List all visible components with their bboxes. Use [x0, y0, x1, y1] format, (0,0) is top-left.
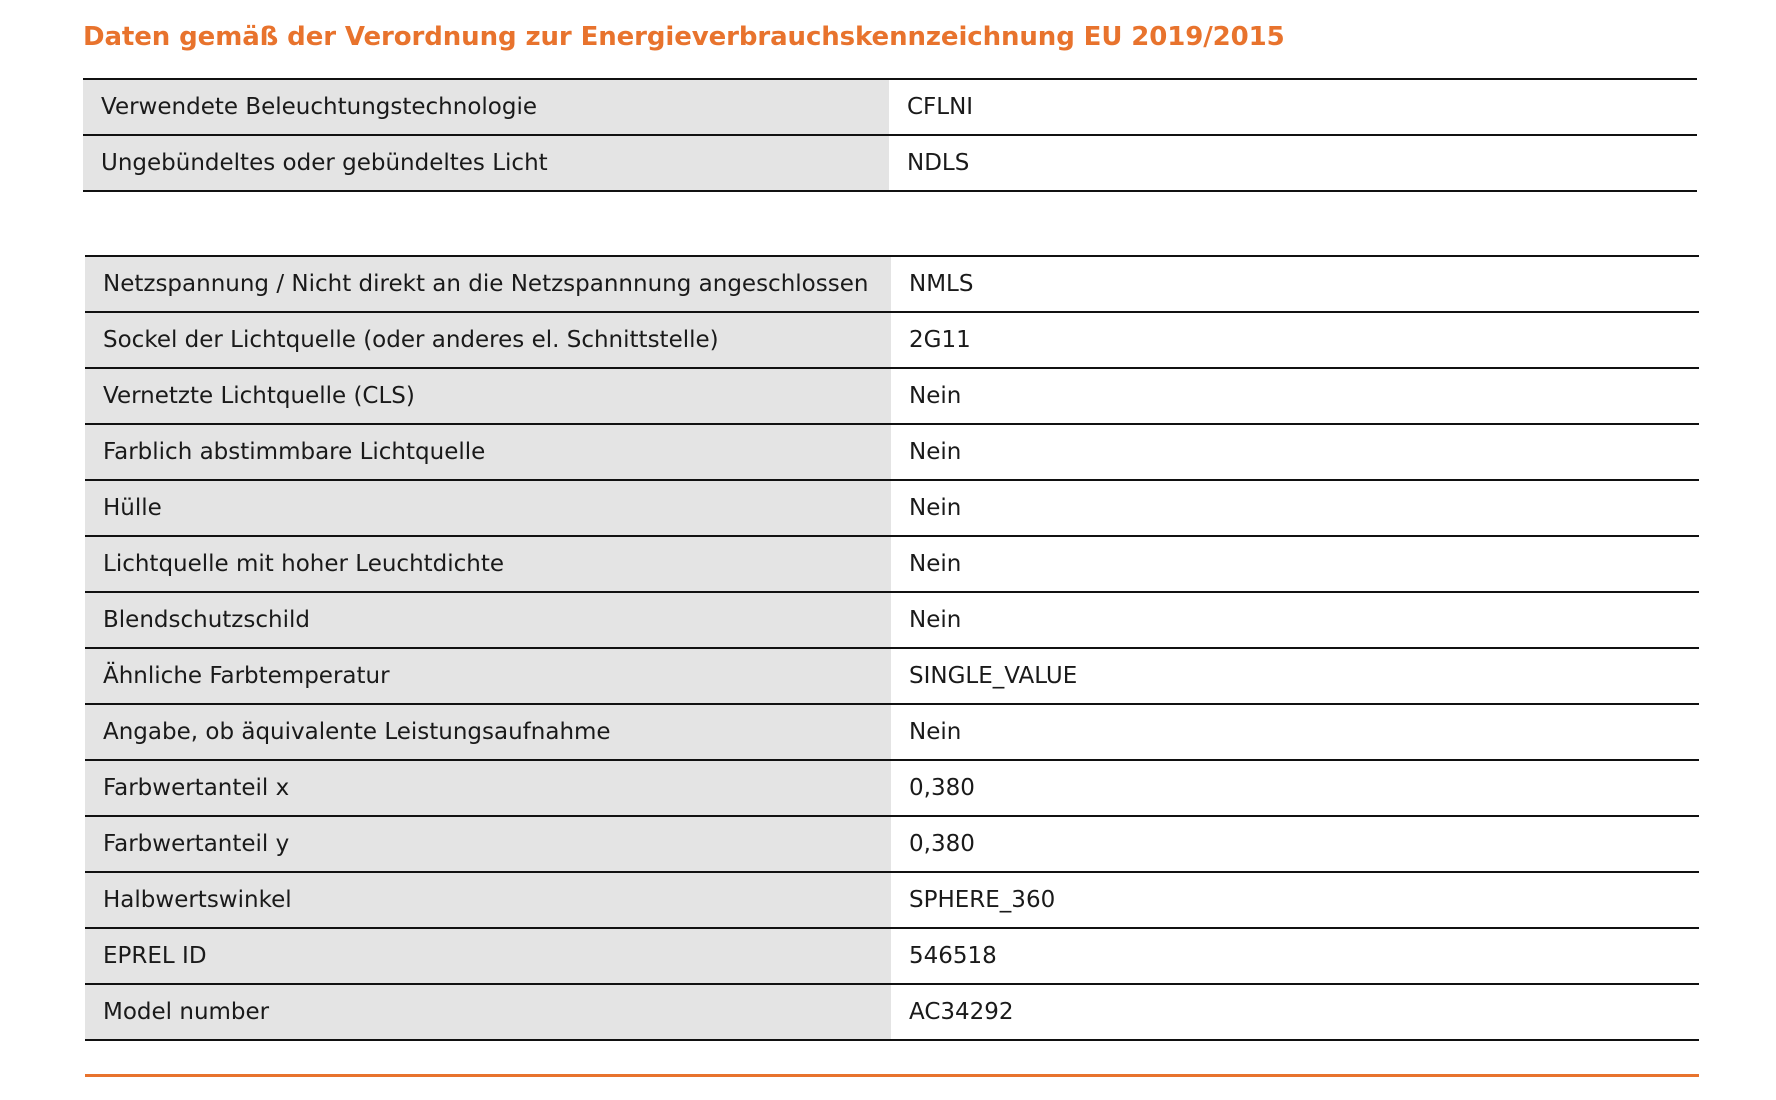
row-label: Netzspannung / Nicht direkt an die Netzspannnung angeschlossen [85, 256, 891, 312]
row-label: Farblich abstimmbare Lichtquelle [85, 424, 891, 480]
footer-divider [85, 1074, 1699, 1077]
table-row [85, 592, 1699, 648]
row-value: Nein [891, 536, 1699, 592]
table-row [85, 480, 1699, 536]
row-value: Nein [891, 424, 1699, 480]
row-label: Halbwertswinkel [85, 872, 891, 928]
row-value: Nein [891, 368, 1699, 424]
row-label: Vernetzte Lichtquelle (CLS) [85, 368, 891, 424]
row-label: Farbwertanteil x [85, 760, 891, 816]
row-value: 0,380 [891, 760, 1699, 816]
product-parameters-table [85, 255, 1699, 1041]
table-row [85, 648, 1699, 704]
row-value: Nein [891, 704, 1699, 760]
row-value: Nein [891, 592, 1699, 648]
row-value: AC34292 [891, 984, 1699, 1040]
row-label: Model number [85, 984, 891, 1040]
row-label: Ungebündeltes oder gebündeltes Licht [83, 135, 889, 191]
table-row [85, 984, 1699, 1040]
row-label: Angabe, ob äquivalente Leistungsaufnahme [85, 704, 891, 760]
table-row [85, 760, 1699, 816]
row-value: SINGLE_VALUE [891, 648, 1699, 704]
table-row [85, 424, 1699, 480]
row-label: Verwendete Beleuchtungstechnologie [83, 79, 889, 135]
row-label: Ähnliche Farbtemperatur [85, 648, 891, 704]
table-row [85, 816, 1699, 872]
row-label: Sockel der Lichtquelle (oder anderes el. Schnittstelle) [85, 312, 891, 368]
row-label: EPREL ID [85, 928, 891, 984]
table-row [85, 312, 1699, 368]
row-value: 546518 [891, 928, 1699, 984]
table-row [85, 368, 1699, 424]
table-row [85, 256, 1699, 312]
table-row [83, 79, 1697, 135]
table-row [83, 135, 1697, 191]
row-value: SPHERE_360 [891, 872, 1699, 928]
table-row [85, 704, 1699, 760]
row-label: Lichtquelle mit hoher Leuchtdichte [85, 536, 891, 592]
row-value: Nein [891, 480, 1699, 536]
row-value: 2G11 [891, 312, 1699, 368]
row-value: NDLS [889, 135, 1697, 191]
row-label: Hülle [85, 480, 891, 536]
row-value: NMLS [891, 256, 1699, 312]
table-row [85, 872, 1699, 928]
table-row [85, 536, 1699, 592]
table-row [85, 928, 1699, 984]
row-value: 0,380 [891, 816, 1699, 872]
row-value: CFLNI [889, 79, 1697, 135]
row-label: Farbwertanteil y [85, 816, 891, 872]
row-label: Blendschutzschild [85, 592, 891, 648]
page-title: Daten gemäß der Verordnung zur Energieverbrauchskennzeichnung EU 2019/2015 [83, 22, 1285, 52]
lighting-technology-table [83, 78, 1697, 192]
